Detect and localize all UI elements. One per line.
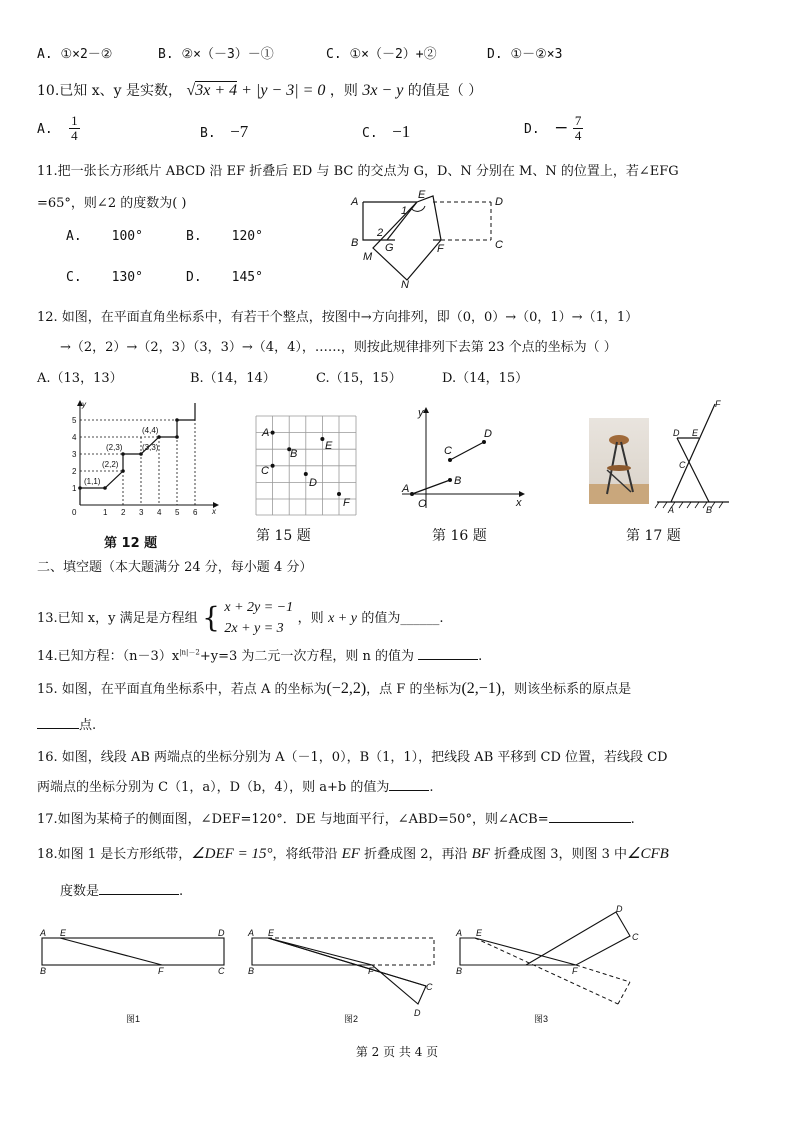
q11-line1: 11.把一张长方形纸片 ABCD 沿 EF 折叠后 ED 与 BC 的交点为 G，D、N 分别在 M、N 的位置上，若∠EFG bbox=[37, 164, 679, 179]
q12-option-a: A.（13，13） bbox=[37, 371, 123, 386]
fig16-chart bbox=[398, 404, 530, 514]
q12-option-c: C.（15，15） bbox=[316, 371, 402, 386]
fig15-label-f: F bbox=[343, 497, 350, 509]
svg-text:3: 3 bbox=[139, 508, 144, 517]
q18-answer-blank[interactable] bbox=[99, 894, 179, 895]
question-17: 17.如图为某椅子的侧面图，∠DEF=120°．DE 与地面平行，∠ABD=50°，则∠ACB= . bbox=[37, 812, 635, 827]
svg-text:y: y bbox=[82, 400, 86, 409]
q18-line2: 度数是 . bbox=[60, 884, 184, 899]
q11-label-d: D bbox=[495, 196, 503, 208]
q11-label-m: M bbox=[363, 251, 373, 263]
q15-coord-f: (2,−1) bbox=[461, 680, 502, 697]
q10-option-a: A. $\frac{1}{4}$ bbox=[37, 113, 78, 144]
svg-text:C: C bbox=[426, 982, 433, 992]
fig15-label-e: E bbox=[325, 440, 333, 452]
fig16-label-b: B bbox=[454, 475, 462, 487]
svg-text:F: F bbox=[368, 966, 374, 976]
q11-option-a: A. 100° bbox=[66, 229, 143, 244]
q16-line1: 16. 如图，线段 AB 两端点的坐标分别为 A（－1，0），B（1，1），把线段 AB 平移到 CD 位置，若线段 CD bbox=[37, 750, 668, 765]
q16-answer-blank[interactable] bbox=[389, 790, 429, 791]
fig17-label-a: A bbox=[668, 505, 675, 515]
q11-label-a: A bbox=[351, 196, 359, 208]
q14-exponent: |n|－2 bbox=[179, 648, 200, 657]
q11-label-g: G bbox=[385, 242, 394, 254]
q13-eq1: x + 2y = −1 bbox=[224, 600, 294, 615]
fig17-label-d: D bbox=[673, 428, 680, 438]
q11-option-b: B. 120° bbox=[186, 229, 263, 244]
svg-text:E: E bbox=[476, 928, 483, 938]
q11-option-d: D. 145° bbox=[186, 270, 263, 285]
svg-text:E: E bbox=[60, 928, 67, 938]
q11-label-n: N bbox=[401, 279, 409, 290]
q11-option-c: C. 130° bbox=[66, 270, 143, 285]
svg-text:5: 5 bbox=[175, 508, 180, 517]
fig12-label-1-1: (1,1) bbox=[84, 477, 101, 486]
svg-text:3: 3 bbox=[72, 450, 77, 459]
fig17-label-b: B bbox=[706, 505, 713, 515]
question-10 bbox=[37, 80, 482, 100]
q16-line2: 两端点的坐标分别为 C（1，a），D（b，4），则 a+b 的值为 . bbox=[37, 780, 434, 795]
svg-text:B: B bbox=[456, 966, 463, 976]
fig17-label-f: F bbox=[715, 399, 721, 409]
fig17-label-e: E bbox=[692, 428, 699, 438]
svg-text:A: A bbox=[456, 928, 463, 938]
fig15-label-b: B bbox=[290, 448, 298, 460]
fig15-label-d: D bbox=[309, 477, 317, 489]
q11-label-e: E bbox=[418, 189, 426, 201]
svg-text:C: C bbox=[632, 932, 639, 942]
svg-text:D: D bbox=[218, 928, 225, 938]
q9-option-d: D. ①－②×3 bbox=[487, 47, 563, 62]
fig12-chart bbox=[60, 397, 230, 525]
q12-option-d: D.（14，15） bbox=[442, 371, 529, 386]
page-footer: 第 2 页 共 4 页 bbox=[355, 1045, 439, 1059]
svg-text:2: 2 bbox=[72, 467, 77, 476]
svg-text:C: C bbox=[218, 966, 225, 976]
q10-stem: 10.已知 x、y 是实数， bbox=[37, 83, 182, 99]
question-14: 14.已知方程：$(n-3)x^{|n|-2}+y=3$ 为二元一次方程，则 n 的值为 . bbox=[37, 648, 483, 664]
svg-text:B: B bbox=[40, 966, 47, 976]
svg-text:1: 1 bbox=[72, 484, 77, 493]
fig16-label-x: x bbox=[516, 497, 522, 509]
q11-line2: =65°，则∠2 的度数为( ) bbox=[37, 196, 187, 211]
q17-answer-blank[interactable] bbox=[549, 822, 631, 823]
q15-line2: 点. bbox=[37, 714, 96, 733]
q18-angle: ∠DEF = 15° bbox=[191, 846, 273, 862]
q12-line2: →（2，2）→（2，3）（3，3）→（4，4），……，则按此规律排列下去第 23 个点的坐标为（ ） bbox=[60, 340, 617, 355]
q14-answer-blank[interactable] bbox=[418, 659, 478, 660]
question-15: 15. 如图，在平面直角坐标系中，若点 A 的坐标为(−2,2)，点 F 的坐标为(2,−1)，则该坐标系的原点是 bbox=[37, 680, 632, 697]
svg-text:x: x bbox=[212, 507, 216, 516]
q9-option-a: A. ①×2－② bbox=[37, 47, 113, 62]
q11-label-b: B bbox=[351, 237, 359, 249]
svg-text:0: 0 bbox=[72, 508, 77, 517]
fig15-label-a: A bbox=[262, 427, 270, 439]
svg-text:B: B bbox=[248, 966, 255, 976]
fig16-label-c: C bbox=[444, 445, 452, 457]
svg-text:4: 4 bbox=[157, 508, 162, 517]
fig16-label-o: O bbox=[418, 498, 427, 510]
q10-stem-after: ，则 bbox=[329, 83, 358, 99]
q18-line1: 18.如图 1 是长方形纸带，∠DEF = 15°，将纸带沿 EF 折叠成图 2，再沿 BF 折叠成图 3，则图 3 中∠CFB bbox=[37, 846, 669, 862]
section2-title: 二、填空题（本大题满分 24 分，每小题 4 分） bbox=[37, 560, 313, 575]
q13-eq2: 2x + y = 3 bbox=[224, 621, 284, 636]
fig12-label-4-4: (4,4) bbox=[142, 426, 159, 435]
q10-option-b: B. −7 bbox=[200, 122, 249, 141]
q18-fig3-caption: 图3 bbox=[534, 1014, 549, 1024]
q18-fig1-caption: 图1 bbox=[126, 1014, 141, 1024]
q10-option-c: C. −1 bbox=[362, 122, 411, 141]
svg-text:A: A bbox=[248, 928, 255, 938]
q18-figures bbox=[34, 904, 644, 1028]
fig16-label-a: A bbox=[402, 483, 410, 495]
svg-text:2: 2 bbox=[121, 508, 126, 517]
q11-label-1: 1 bbox=[401, 205, 408, 217]
q10-option-d: D. − $\frac{7}{4}$ bbox=[524, 113, 582, 144]
fig17-caption: 第 17 题 bbox=[626, 528, 681, 544]
q11-label-2: 2 bbox=[377, 227, 384, 239]
q13-expr: x + y bbox=[328, 611, 357, 626]
fig16-caption: 第 16 题 bbox=[432, 528, 487, 544]
svg-text:D: D bbox=[414, 1008, 421, 1018]
svg-text:5: 5 bbox=[72, 416, 77, 425]
q9-option-c: C. ①×（－2）+② bbox=[326, 47, 437, 62]
svg-text:F: F bbox=[572, 966, 578, 976]
fig17-label-c: C bbox=[679, 460, 686, 470]
q11-figure bbox=[345, 188, 515, 290]
chair-photo bbox=[589, 418, 649, 504]
svg-text:E: E bbox=[268, 928, 275, 938]
svg-text:A: A bbox=[40, 928, 47, 938]
q10-sqrt: √3x + 4 + |y − 3| = 0 bbox=[186, 82, 326, 99]
q15-coord-a: (−2,2) bbox=[326, 680, 367, 697]
fig17-diagram bbox=[653, 398, 733, 516]
fig15-grid bbox=[252, 412, 360, 518]
q15-answer-blank[interactable] bbox=[37, 728, 79, 729]
svg-text:6: 6 bbox=[193, 508, 198, 517]
q10-expr: 3x − y bbox=[362, 82, 404, 99]
q12-line1: 12. 如图，在平面直角坐标系中，有若干个整点，按图中→方向排列，即（0，0）→（0，1）→（1，1） bbox=[37, 310, 639, 325]
fig12-label-2-3: (2,3) bbox=[106, 443, 123, 452]
fig15-label-c: C bbox=[261, 465, 269, 477]
fig12-label-2-2: (2,2) bbox=[102, 460, 119, 469]
chair-icon bbox=[589, 418, 649, 504]
question-13: 13.已知 x，y 满足是方程组 { x + 2y = −1 2x + y = 3 ，则 x + y 的值为______. bbox=[37, 597, 444, 639]
fig12-label-3-3: (3,3) bbox=[142, 443, 159, 452]
fig15-caption: 第 15 题 bbox=[256, 528, 311, 544]
fig16-label-y: y bbox=[418, 407, 424, 419]
svg-text:D: D bbox=[616, 904, 623, 914]
q11-label-f: F bbox=[437, 243, 444, 255]
svg-text:1: 1 bbox=[103, 508, 108, 517]
svg-text:F: F bbox=[158, 966, 164, 976]
q12-option-b: B.（14，14） bbox=[190, 371, 276, 386]
fig12-caption: 第 12 题 bbox=[104, 536, 158, 551]
svg-text:4: 4 bbox=[72, 433, 77, 442]
q10-stem-end: 的值是（ ） bbox=[407, 83, 483, 99]
q9-option-b: B. ②×（－3）－① bbox=[158, 47, 274, 62]
fig16-label-d: D bbox=[484, 428, 492, 440]
q18-fig2-caption: 图2 bbox=[344, 1014, 359, 1024]
q11-label-c: C bbox=[495, 239, 503, 251]
